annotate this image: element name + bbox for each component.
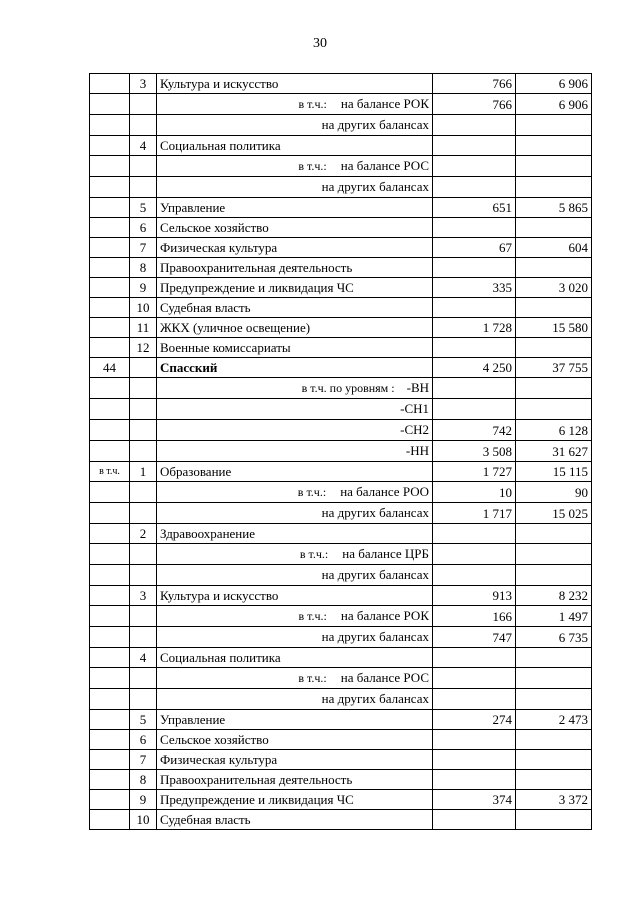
value-cell-2 — [516, 524, 592, 544]
table-row — [90, 238, 592, 258]
empty-cell — [130, 482, 157, 503]
breakdown-label: на балансе РОС — [340, 670, 429, 685]
value-cell-2: 6 906 — [516, 74, 592, 94]
item-name-cell: Предупреждение и ликвидация ЧС — [157, 278, 433, 298]
region-number-cell — [90, 258, 130, 278]
item-number-cell: 10 — [130, 298, 157, 318]
value-cell-1 — [433, 770, 516, 790]
item-number-cell: 10 — [130, 810, 157, 830]
empty-cell — [130, 115, 157, 136]
region-number-cell — [90, 586, 130, 606]
empty-cell — [130, 627, 157, 648]
balance-cell — [157, 689, 433, 710]
value-cell-1 — [433, 218, 516, 238]
balance-cell — [157, 156, 433, 177]
table-row — [90, 790, 592, 810]
item-name-cell: Судебная власть — [157, 810, 433, 830]
breakdown-label: на других балансах — [321, 505, 429, 520]
value-cell-1: 742 — [433, 420, 516, 441]
value-cell-1 — [433, 378, 516, 399]
value-cell-2: 15 025 — [516, 503, 592, 524]
value-cell-2 — [516, 565, 592, 586]
value-cell-2 — [516, 258, 592, 278]
value-cell-1 — [433, 338, 516, 358]
item-name-cell: Здравоохранение — [157, 524, 433, 544]
item-name-cell: Социальная политика — [157, 136, 433, 156]
region-number-cell — [90, 730, 130, 750]
item-name-cell: Судебная власть — [157, 298, 433, 318]
item-name-cell: Правоохранительная деятельность — [157, 258, 433, 278]
breakdown-prefix: в т.ч.: — [298, 159, 327, 173]
region-number-cell — [90, 298, 130, 318]
breakdown-label: на других балансах — [321, 117, 429, 132]
table-row — [90, 648, 592, 668]
empty-cell — [90, 94, 130, 115]
table-row — [90, 94, 592, 115]
value-cell-1 — [433, 668, 516, 689]
breakdown-label: на других балансах — [321, 179, 429, 194]
table-row — [90, 378, 592, 399]
table-row — [90, 750, 592, 770]
level-cell — [157, 399, 433, 420]
empty-cell — [90, 503, 130, 524]
region-number-cell — [90, 524, 130, 544]
value-cell-2: 3 372 — [516, 790, 592, 810]
item-name-cell: Военные комиссариаты — [157, 338, 433, 358]
breakdown-label: на балансе РОС — [340, 158, 429, 173]
breakdown-label: на других балансах — [321, 691, 429, 706]
item-number-cell: 12 — [130, 338, 157, 358]
value-cell-2: 604 — [516, 238, 592, 258]
level-cell — [157, 441, 433, 462]
breakdown-prefix: в т.ч. по уровням : — [301, 381, 395, 395]
value-cell-2: 1 497 — [516, 606, 592, 627]
breakdown-label: -ВН — [406, 380, 429, 395]
value-cell-1 — [433, 544, 516, 565]
region-number-cell: 44 — [90, 358, 130, 378]
value-cell-2: 15 580 — [516, 318, 592, 338]
item-number-cell — [130, 358, 157, 378]
value-cell-1: 747 — [433, 627, 516, 648]
value-cell-2: 31 627 — [516, 441, 592, 462]
value-cell-2 — [516, 156, 592, 177]
empty-cell — [130, 565, 157, 586]
value-cell-2 — [516, 544, 592, 565]
empty-cell — [90, 441, 130, 462]
breakdown-prefix: в т.ч.: — [298, 671, 327, 685]
value-cell-1: 166 — [433, 606, 516, 627]
value-cell-1: 651 — [433, 198, 516, 218]
value-cell-1: 274 — [433, 710, 516, 730]
empty-cell — [130, 399, 157, 420]
balance-cell — [157, 94, 433, 115]
item-number-cell: 9 — [130, 790, 157, 810]
item-number-cell: 5 — [130, 710, 157, 730]
value-cell-1 — [433, 298, 516, 318]
item-name-cell: Управление — [157, 198, 433, 218]
value-cell-2: 15 115 — [516, 462, 592, 482]
item-name-cell: Управление — [157, 710, 433, 730]
empty-cell — [130, 606, 157, 627]
empty-cell — [90, 606, 130, 627]
table-row — [90, 115, 592, 136]
value-cell-2: 8 232 — [516, 586, 592, 606]
breakdown-label: -НН — [405, 443, 429, 458]
value-cell-2: 90 — [516, 482, 592, 503]
item-number-cell: 7 — [130, 238, 157, 258]
region-number-cell: в т.ч. — [90, 462, 130, 482]
value-cell-1: 67 — [433, 238, 516, 258]
balance-cell — [157, 177, 433, 198]
empty-cell — [90, 668, 130, 689]
item-number-cell: 5 — [130, 198, 157, 218]
value-cell-2 — [516, 689, 592, 710]
item-number-cell: 4 — [130, 648, 157, 668]
level-cell — [157, 378, 433, 399]
table-row — [90, 627, 592, 648]
table-row — [90, 689, 592, 710]
value-cell-1 — [433, 156, 516, 177]
budget-table — [89, 73, 592, 830]
item-number-cell: 8 — [130, 258, 157, 278]
item-name-cell: Образование — [157, 462, 433, 482]
item-name-cell: Предупреждение и ликвидация ЧС — [157, 790, 433, 810]
empty-cell — [90, 420, 130, 441]
item-name-cell: ЖКХ (уличное освещение) — [157, 318, 433, 338]
table-row — [90, 482, 592, 503]
value-cell-2: 37 755 — [516, 358, 592, 378]
item-number-cell: 9 — [130, 278, 157, 298]
item-number-cell: 6 — [130, 730, 157, 750]
table-row — [90, 177, 592, 198]
empty-cell — [130, 177, 157, 198]
table-row — [90, 218, 592, 238]
region-number-cell — [90, 198, 130, 218]
table-row — [90, 524, 592, 544]
region-number-cell — [90, 278, 130, 298]
item-number-cell: 6 — [130, 218, 157, 238]
region-number-cell — [90, 770, 130, 790]
region-number-cell — [90, 218, 130, 238]
value-cell-1 — [433, 689, 516, 710]
value-cell-2 — [516, 115, 592, 136]
value-cell-1 — [433, 177, 516, 198]
value-cell-2 — [516, 668, 592, 689]
item-number-cell: 3 — [130, 74, 157, 94]
table-row — [90, 586, 592, 606]
value-cell-1: 766 — [433, 94, 516, 115]
table-row — [90, 278, 592, 298]
empty-cell — [130, 378, 157, 399]
value-cell-2 — [516, 378, 592, 399]
value-cell-1: 4 250 — [433, 358, 516, 378]
breakdown-label: на балансе РОК — [340, 96, 429, 111]
empty-cell — [90, 156, 130, 177]
region-number-cell — [90, 648, 130, 668]
region-number-cell — [90, 790, 130, 810]
region-number-cell — [90, 238, 130, 258]
table-row — [90, 74, 592, 94]
breakdown-label: -СН1 — [400, 401, 429, 416]
balance-cell — [157, 606, 433, 627]
value-cell-1: 3 508 — [433, 441, 516, 462]
table-row — [90, 710, 592, 730]
empty-cell — [130, 420, 157, 441]
item-name-cell: Физическая культура — [157, 750, 433, 770]
breakdown-label: на балансе ЦРБ — [342, 546, 429, 561]
value-cell-2 — [516, 177, 592, 198]
empty-cell — [130, 689, 157, 710]
balance-cell — [157, 668, 433, 689]
empty-cell — [90, 689, 130, 710]
value-cell-1 — [433, 136, 516, 156]
value-cell-1 — [433, 648, 516, 668]
table-row — [90, 441, 592, 462]
empty-cell — [90, 115, 130, 136]
value-cell-2 — [516, 136, 592, 156]
item-name-cell: Социальная политика — [157, 648, 433, 668]
table-row — [90, 136, 592, 156]
value-cell-2 — [516, 218, 592, 238]
table-row — [90, 318, 592, 338]
empty-cell — [130, 544, 157, 565]
item-name-cell: Правоохранительная деятельность — [157, 770, 433, 790]
value-cell-1: 766 — [433, 74, 516, 94]
breakdown-prefix: в т.ч.: — [297, 485, 327, 499]
value-cell-1 — [433, 565, 516, 586]
empty-cell — [90, 565, 130, 586]
table-row — [90, 565, 592, 586]
balance-cell — [157, 482, 433, 503]
value-cell-2 — [516, 810, 592, 830]
item-name-cell: Культура и искусство — [157, 586, 433, 606]
page-number: 30 — [313, 36, 327, 51]
item-number-cell: 1 — [130, 462, 157, 482]
item-number-cell: 8 — [130, 770, 157, 790]
item-name-cell: Культура и искусство — [157, 74, 433, 94]
item-number-cell: 2 — [130, 524, 157, 544]
table-row — [90, 298, 592, 318]
empty-cell — [130, 503, 157, 524]
value-cell-2: 6 128 — [516, 420, 592, 441]
value-cell-2 — [516, 648, 592, 668]
table-row — [90, 770, 592, 790]
balance-cell — [157, 503, 433, 524]
region-number-cell — [90, 318, 130, 338]
table-row — [90, 810, 592, 830]
breakdown-prefix: в т.ч.: — [298, 609, 327, 623]
value-cell-2 — [516, 770, 592, 790]
balance-cell — [157, 544, 433, 565]
empty-cell — [90, 544, 130, 565]
empty-cell — [130, 668, 157, 689]
value-cell-2: 2 473 — [516, 710, 592, 730]
balance-cell — [157, 627, 433, 648]
breakdown-prefix: в т.ч.: — [299, 547, 329, 561]
value-cell-1: 10 — [433, 482, 516, 503]
breakdown-label: на балансе РОК — [340, 608, 429, 623]
breakdown-label: на балансе РОО — [340, 484, 429, 499]
item-name-cell: Сельское хозяйство — [157, 730, 433, 750]
value-cell-2: 6 906 — [516, 94, 592, 115]
balance-cell — [157, 115, 433, 136]
value-cell-1: 335 — [433, 278, 516, 298]
region-number-cell — [90, 750, 130, 770]
table-row — [90, 258, 592, 278]
empty-cell — [130, 94, 157, 115]
table-row — [90, 338, 592, 358]
breakdown-label: -СН2 — [400, 422, 429, 437]
table-row — [90, 399, 592, 420]
item-name-cell: Физическая культура — [157, 238, 433, 258]
empty-cell — [90, 177, 130, 198]
empty-cell — [130, 156, 157, 177]
value-cell-2 — [516, 750, 592, 770]
region-name-cell: Спасский — [157, 358, 433, 378]
item-number-cell: 7 — [130, 750, 157, 770]
item-name-cell: Сельское хозяйство — [157, 218, 433, 238]
value-cell-1 — [433, 399, 516, 420]
value-cell-2: 3 020 — [516, 278, 592, 298]
value-cell-1 — [433, 524, 516, 544]
value-cell-1 — [433, 115, 516, 136]
value-cell-1: 1 727 — [433, 462, 516, 482]
table-row — [90, 606, 592, 627]
region-number-cell — [90, 338, 130, 358]
value-cell-1 — [433, 810, 516, 830]
breakdown-label: на других балансах — [321, 629, 429, 644]
region-number-cell — [90, 136, 130, 156]
breakdown-prefix: в т.ч.: — [298, 97, 327, 111]
region-number-cell — [90, 810, 130, 830]
empty-cell — [130, 441, 157, 462]
value-cell-1 — [433, 750, 516, 770]
item-number-cell: 4 — [130, 136, 157, 156]
level-cell — [157, 420, 433, 441]
value-cell-1: 374 — [433, 790, 516, 810]
table-row — [90, 156, 592, 177]
table-row — [90, 668, 592, 689]
value-cell-2 — [516, 298, 592, 318]
value-cell-1: 1 717 — [433, 503, 516, 524]
value-cell-1: 1 728 — [433, 318, 516, 338]
value-cell-2 — [516, 338, 592, 358]
value-cell-1 — [433, 258, 516, 278]
breakdown-label: на других балансах — [321, 567, 429, 582]
table-row — [90, 420, 592, 441]
empty-cell — [90, 482, 130, 503]
value-cell-1 — [433, 730, 516, 750]
table-row — [90, 198, 592, 218]
table-row — [90, 730, 592, 750]
table-body — [90, 74, 592, 830]
value-cell-1: 913 — [433, 586, 516, 606]
value-cell-2 — [516, 399, 592, 420]
value-cell-2 — [516, 730, 592, 750]
empty-cell — [90, 378, 130, 399]
item-number-cell: 3 — [130, 586, 157, 606]
balance-cell — [157, 565, 433, 586]
value-cell-2: 6 735 — [516, 627, 592, 648]
region-number-cell — [90, 74, 130, 94]
table-row — [90, 358, 592, 378]
value-cell-2: 5 865 — [516, 198, 592, 218]
table-row — [90, 544, 592, 565]
table-row — [90, 503, 592, 524]
item-number-cell: 11 — [130, 318, 157, 338]
empty-cell — [90, 399, 130, 420]
region-number-cell — [90, 710, 130, 730]
table-row — [90, 462, 592, 482]
empty-cell — [90, 627, 130, 648]
